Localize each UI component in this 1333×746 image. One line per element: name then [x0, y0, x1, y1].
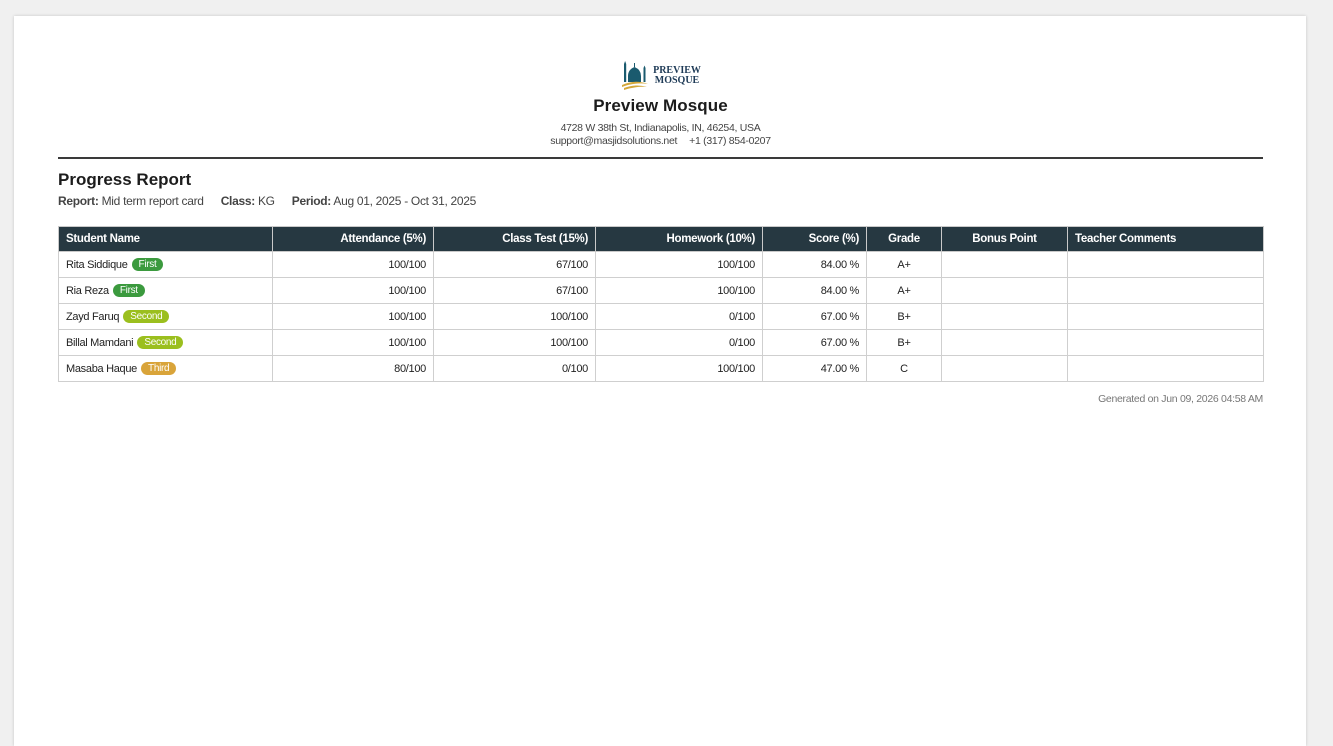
grade-cell: B+ — [867, 330, 942, 356]
student-name: Billal Mamdani — [66, 337, 134, 349]
report-label: Report: — [58, 194, 99, 208]
org-address: 4728 W 38th St, Indianapolis, IN, 46254, USA — [560, 122, 761, 134]
class-test-cell: 100/100 — [434, 330, 596, 356]
table-header-row — [59, 227, 1264, 252]
score-cell: 67.00 % — [763, 330, 867, 356]
comments-cell — [1068, 252, 1264, 278]
student-cell — [59, 356, 273, 382]
col-class-test: Class Test (15%) — [434, 227, 596, 252]
col-grade: Grade — [867, 227, 942, 252]
org-phone: +1 (317) 854-0207 — [689, 135, 771, 147]
student-cell — [59, 252, 273, 278]
comments-cell — [1068, 278, 1264, 304]
org-contact — [58, 135, 1263, 148]
period-value: Aug 01, 2025 - Oct 31, 2025 — [333, 194, 477, 208]
bonus-cell — [942, 278, 1068, 304]
col-teacher-comments: Teacher Comments — [1068, 227, 1264, 252]
student-name: Rita Siddique — [66, 259, 128, 271]
table-row — [59, 252, 1264, 278]
attendance-cell: 100/100 — [273, 330, 434, 356]
class-value: KG — [257, 194, 275, 208]
homework-cell: 0/100 — [596, 304, 763, 330]
bonus-cell — [942, 252, 1068, 278]
attendance-cell: 100/100 — [273, 304, 434, 330]
student-name: Zayd Faruq — [66, 311, 120, 323]
grade-cell: A+ — [867, 278, 942, 304]
rank-badge: Second — [123, 310, 169, 323]
mosque-dome-icon — [620, 61, 650, 91]
homework-cell: 100/100 — [596, 278, 763, 304]
attendance-cell: 80/100 — [273, 356, 434, 382]
score-cell: 47.00 % — [763, 356, 867, 382]
org-logo — [58, 60, 1263, 92]
score-cell: 84.00 % — [763, 252, 867, 278]
class-test-cell: 0/100 — [434, 356, 596, 382]
student-name: Masaba Haque — [66, 363, 138, 375]
col-homework: Homework (10%) — [596, 227, 763, 252]
student-cell — [59, 304, 273, 330]
logo-wordmark — [653, 66, 701, 86]
logo-line-1: PREVIEW — [653, 65, 701, 76]
grade-cell: B+ — [867, 304, 942, 330]
report-header — [58, 60, 1263, 148]
table-row — [59, 278, 1264, 304]
attendance-cell: 100/100 — [273, 278, 434, 304]
class-label: Class: — [220, 194, 255, 208]
col-attendance: Attendance (5%) — [273, 227, 434, 252]
rank-badge: First — [132, 258, 164, 271]
class-test-cell: 100/100 — [434, 304, 596, 330]
org-email: support@masjidsolutions.net — [550, 135, 678, 147]
bonus-cell — [942, 330, 1068, 356]
student-cell — [59, 278, 273, 304]
header-divider — [58, 157, 1263, 159]
homework-cell: 0/100 — [596, 330, 763, 356]
attendance-cell: 100/100 — [273, 252, 434, 278]
score-cell: 67.00 % — [763, 304, 867, 330]
rank-badge: First — [113, 284, 145, 297]
class-test-cell: 67/100 — [434, 278, 596, 304]
table-row — [59, 304, 1264, 330]
grade-cell: A+ — [867, 252, 942, 278]
grade-cell: C — [867, 356, 942, 382]
logo-line-2: MOSQUE — [654, 75, 700, 86]
report-page — [14, 16, 1306, 746]
col-bonus-point: Bonus Point — [942, 227, 1068, 252]
rank-badge: Second — [137, 336, 183, 349]
col-student-name: Student Name — [59, 227, 273, 252]
student-cell — [59, 330, 273, 356]
progress-table — [58, 226, 1264, 382]
homework-cell: 100/100 — [596, 252, 763, 278]
table-row — [59, 356, 1264, 382]
table-row — [59, 330, 1264, 356]
bonus-cell — [942, 304, 1068, 330]
generated-timestamp: Generated on Jun 09, 2026 04:58 AM — [1098, 393, 1263, 405]
period-label: Period: — [291, 194, 331, 208]
report-value: Mid term report card — [101, 194, 204, 208]
bonus-cell — [942, 356, 1068, 382]
rank-badge: Third — [141, 362, 176, 375]
comments-cell — [1068, 330, 1264, 356]
org-name: Preview Mosque — [593, 96, 728, 115]
report-title: Progress Report — [58, 170, 192, 189]
report-content — [58, 16, 1263, 405]
homework-cell: 100/100 — [596, 356, 763, 382]
score-cell: 84.00 % — [763, 278, 867, 304]
report-meta — [58, 194, 1263, 208]
student-name: Ria Reza — [66, 285, 109, 297]
col-score: Score (%) — [763, 227, 867, 252]
comments-cell — [1068, 356, 1264, 382]
class-test-cell: 67/100 — [434, 252, 596, 278]
comments-cell — [1068, 304, 1264, 330]
